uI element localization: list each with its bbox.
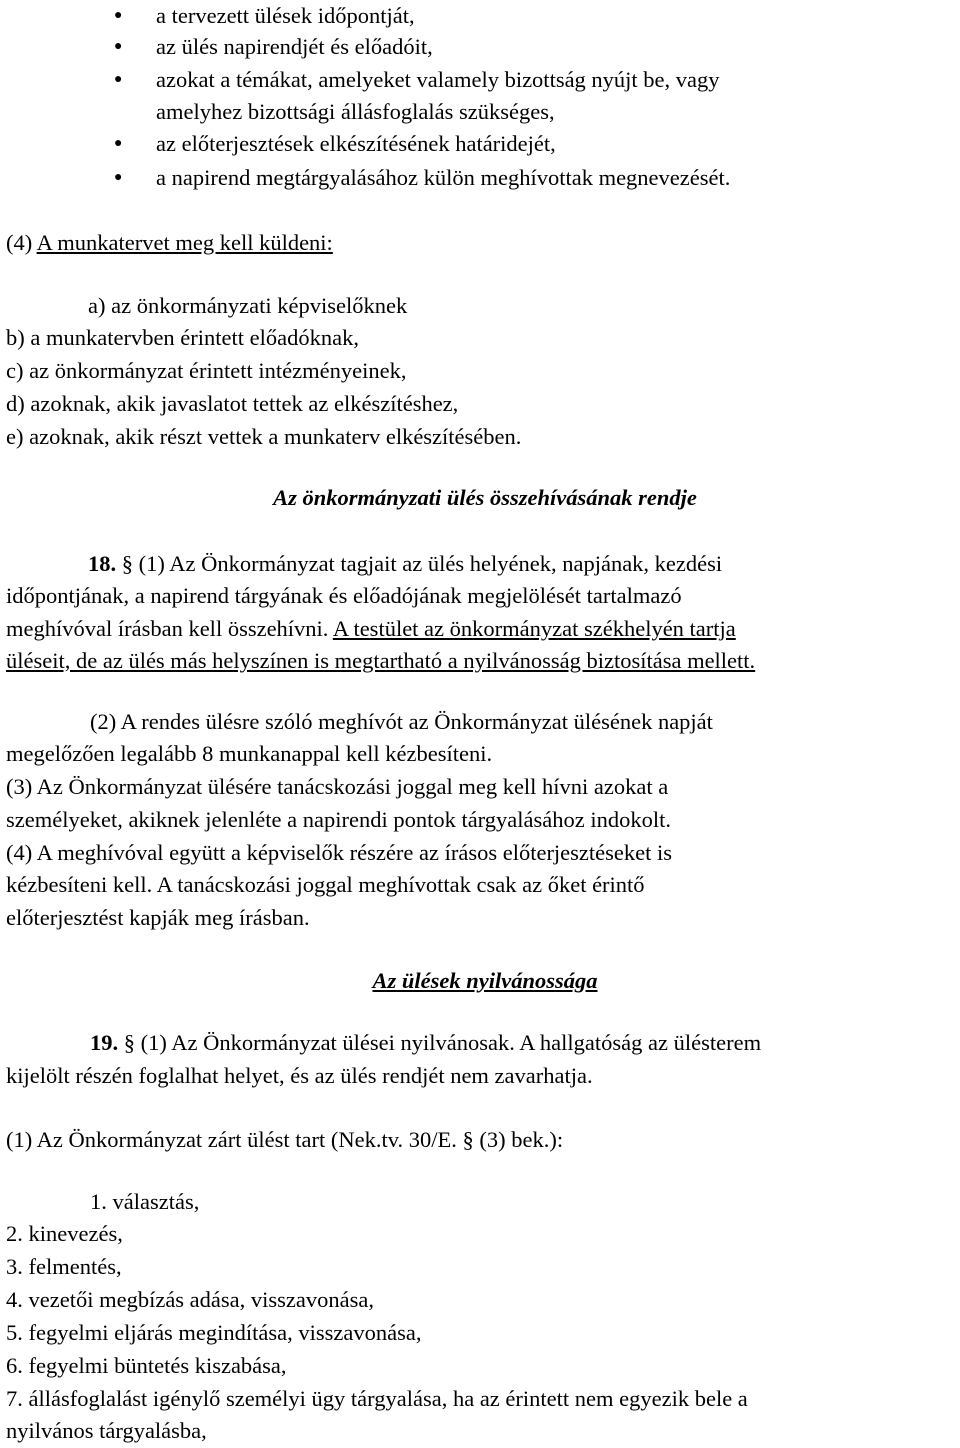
- list-item: 1. választás,: [90, 1189, 200, 1214]
- bullet-item: az előterjesztések elkészítésének határidejét,: [156, 131, 556, 156]
- list-item: c) az önkormányzat érintett intézményeinek,: [6, 358, 407, 383]
- bullet-icon: ●: [114, 39, 123, 54]
- section-heading: Az ülések nyilvánossága: [372, 968, 598, 993]
- section-18-line: 18. § (1) Az Önkormányzat tagjait az ülés helyének, napjának, kezdési: [88, 551, 723, 576]
- bullet-item: azokat a témákat, amelyeket valamely bizottság nyújt be, vagy: [156, 67, 720, 92]
- section-18-paragraph: (3) Az Önkormányzat ülésére tanácskozási joggal meg kell hívni azokat a: [6, 774, 669, 799]
- section-18-line: időpontjának, a napirend tárgyának és előadójának megjelölését tartalmazó: [6, 583, 682, 608]
- section-18-paragraph: (4) A meghívóval együtt a képviselők részére az írásos előterjesztéseket is: [6, 840, 673, 865]
- section-18-line: üléseit, de az ülés más helyszínen is megtartható a nyilvánosság biztosítása mellett.: [6, 648, 756, 673]
- list-item: b) a munkatervben érintett előadóknak,: [6, 325, 359, 350]
- section-19-line: kijelölt részén foglalhat helyet, és az ülés rendjét nem zavarhatja.: [6, 1063, 593, 1088]
- section-heading: Az önkormányzati ülés összehívásának rendje: [273, 485, 697, 510]
- section-18-paragraph: kézbesíteni kell. A tanácskozási joggal meghívottak csak az őket érintő: [6, 872, 645, 897]
- bullet-icon: ●: [114, 72, 123, 87]
- bullet-item: az ülés napirendjét és előadóit,: [156, 34, 433, 59]
- section-18-paragraph: személyeket, akiknek jelenléte a napirendi pontok tárgyalásához indokolt.: [6, 807, 671, 832]
- list-item: a) az önkormányzati képviselőknek: [88, 293, 408, 318]
- list-item: 5. fegyelmi eljárás megindítása, visszavonása,: [6, 1320, 422, 1345]
- section-19-line: 19. § (1) Az Önkormányzat ülései nyilvánosak. A hallgatóság az ülésterem: [90, 1030, 762, 1055]
- list-item-continuation: nyilvános tárgyalásba,: [6, 1418, 207, 1443]
- section-18-line: meghívóval írásban kell összehívni. A testület az önkormányzat székhelyén tartja: [6, 616, 736, 641]
- bullet-item-continuation: amelyhez bizottsági állásfoglalás szükséges,: [156, 99, 555, 124]
- paragraph-4-heading: (4) A munkatervet meg kell küldeni:: [6, 230, 333, 255]
- list-item: 7. állásfoglalást igénylő személyi ügy tárgyalása, ha az érintett nem egyezik bele a: [6, 1386, 748, 1411]
- bullet-icon: ●: [114, 136, 123, 151]
- bullet-icon: ●: [114, 8, 123, 23]
- section-18-paragraph: (2) A rendes ülésre szóló meghívót az Önkormányzat ülésének napját: [90, 709, 713, 734]
- list-item: 2. kinevezés,: [6, 1221, 123, 1246]
- list-item: 3. felmentés,: [6, 1254, 122, 1279]
- bullet-icon: ●: [114, 170, 123, 185]
- list-item: 6. fegyelmi büntetés kiszabása,: [6, 1353, 287, 1378]
- list-item: 4. vezetői megbízás adása, visszavonása,: [6, 1287, 374, 1312]
- closed-session-intro: (1) Az Önkormányzat zárt ülést tart (Nek.tv. 30/E. § (3) bek.):: [6, 1127, 564, 1152]
- list-item: d) azoknak, akik javaslatot tettek az elkészítéshez,: [6, 391, 459, 416]
- section-18-paragraph: előterjesztést kapják meg írásban.: [6, 905, 310, 930]
- list-item: e) azoknak, akik részt vettek a munkaterv elkészítésében.: [6, 424, 522, 449]
- bullet-item: a napirend megtárgyalásához külön meghívottak megnevezését.: [156, 165, 731, 190]
- bullet-item: a tervezett ülések időpontját,: [156, 3, 415, 28]
- section-18-paragraph: megelőzően legalább 8 munkanappal kell kézbesíteni.: [6, 741, 493, 766]
